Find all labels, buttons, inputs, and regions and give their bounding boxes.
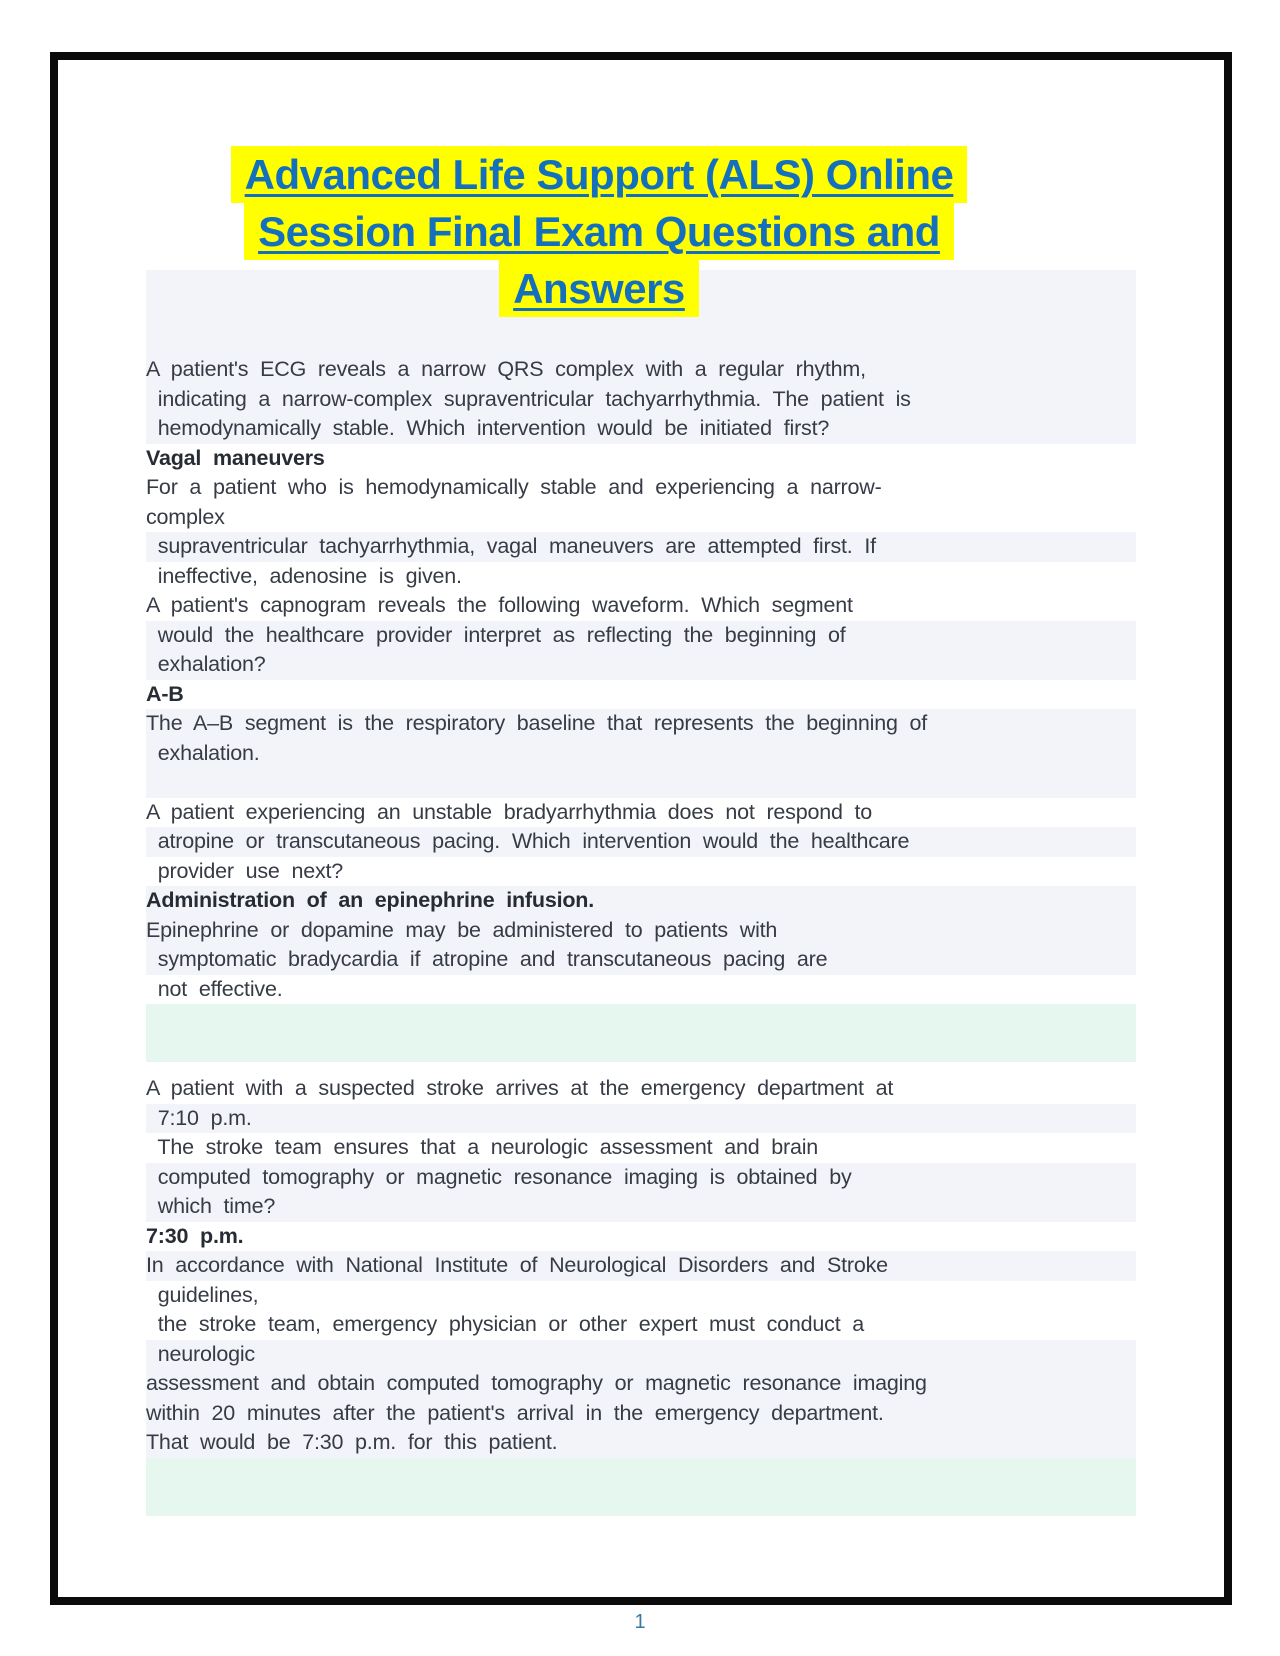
text-line: A patient experiencing an unstable bradyarrhythmia does not respond to: [146, 799, 873, 824]
page-number-label: 1: [634, 1611, 646, 1633]
title-line-2: Session Final Exam Questions and: [244, 203, 954, 260]
text-line: exhalation?: [146, 650, 1136, 680]
text-line: which time?: [146, 1192, 1136, 1222]
text-line: exhalation.: [146, 739, 1136, 769]
text-line: ineffective, adenosine is given.: [146, 563, 462, 588]
title-row: [146, 203, 1136, 260]
text-line: provider use next?: [146, 858, 344, 883]
title-line-3: Answers: [499, 260, 699, 317]
text-line: A patient with a suspected stroke arrives at the emergency department at: [146, 1076, 894, 1100]
text-line: symptomatic bradycardia if atropine and transcutaneous pacing are: [146, 945, 1136, 975]
text-line: computed tomography or magnetic resonance imaging is obtained by: [146, 1163, 1136, 1193]
text-line: A patient's ECG reveals a narrow QRS complex with a regular rhythm,: [146, 355, 1136, 385]
text-line: complex: [146, 504, 225, 529]
document-body: [146, 355, 1136, 1516]
section-divider: [146, 1004, 1136, 1062]
title-line-1: Advanced Life Support (ALS) Online: [231, 146, 968, 203]
answer-line: A-B: [146, 681, 184, 706]
answer-line: Vagal maneuvers: [146, 445, 325, 470]
text-line: 7:10 p.m.: [146, 1104, 1136, 1134]
text-line: hemodynamically stable. Which intervention would be initiated first?: [146, 414, 1136, 444]
text-line: the stroke team, emergency physician or other expert must conduct a: [146, 1312, 865, 1336]
text-line: atropine or transcutaneous pacing. Which intervention would the healthcare: [146, 827, 1136, 857]
text-line: not effective.: [146, 976, 283, 1001]
text-line: would the healthcare provider interpret as reflecting the beginning of: [146, 621, 1136, 651]
text-line: neurologic: [146, 1340, 1136, 1370]
page-border-frame: [50, 52, 1232, 1605]
text-line: In accordance with National Institute of Neurological Disorders and Stroke: [146, 1251, 1136, 1281]
text-line: For a patient who is hemodynamically stable and experiencing a narrow-: [146, 475, 882, 499]
text-line: assessment and obtain computed tomography or magnetic resonance imaging: [146, 1369, 1136, 1399]
text-line: supraventricular tachyarrhythmia, vagal maneuvers are attempted first. If: [146, 532, 1136, 562]
text-line: within 20 minutes after the patient's arrival in the emergency department.: [146, 1399, 1136, 1429]
text-line: guidelines,: [146, 1282, 259, 1307]
text-line: Epinephrine or dopamine may be administered to patients with: [146, 916, 1136, 946]
text-line: indicating a narrow-complex supraventricular tachyarrhythmia. The patient is: [146, 385, 1136, 415]
answer-line: Administration of an epinephrine infusion.: [146, 886, 1136, 916]
section-divider: [146, 1458, 1136, 1516]
answer-line: 7:30 p.m.: [146, 1223, 244, 1248]
text-line: That would be 7:30 p.m. for this patient.: [146, 1428, 1136, 1458]
text-line: The A–B segment is the respiratory baseline that represents the beginning of: [146, 709, 1136, 739]
text-line: The stroke team ensures that a neurologic assessment and brain: [146, 1135, 819, 1159]
title-row: [146, 260, 1136, 317]
document-title: [146, 146, 1136, 317]
page-content: [58, 146, 1224, 1516]
blank-line: [146, 768, 1136, 798]
blank-highlight-line: [146, 317, 1136, 355]
title-row: [146, 146, 1136, 203]
text-line: A patient's capnogram reveals the following waveform. Which segment: [146, 593, 853, 617]
